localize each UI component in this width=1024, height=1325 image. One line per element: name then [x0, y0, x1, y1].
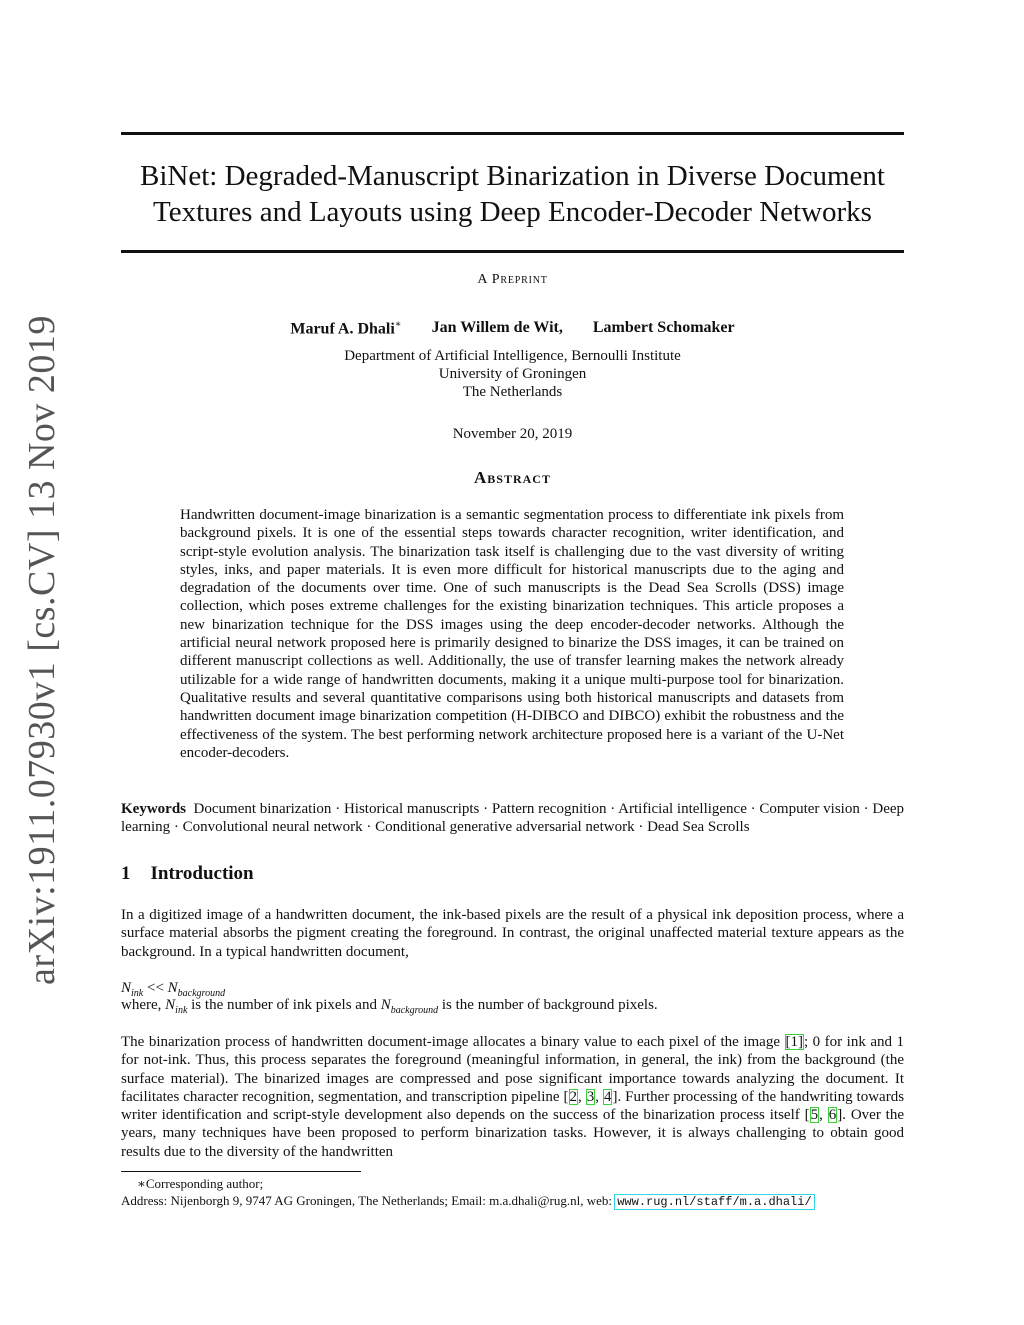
paper-title: [121, 158, 904, 230]
citation-link[interactable]: [1]: [785, 1034, 803, 1050]
footnote: [121, 1175, 921, 1211]
citation-link[interactable]: 4: [603, 1088, 612, 1105]
title-line-1: BiNet: Degraded-Manuscript Binarization in Diverse Document: [140, 160, 885, 192]
author-list: [121, 319, 904, 338]
footnote-corresponding-author: ∗Corresponding author;: [137, 1176, 264, 1191]
affiliation-country: The Netherlands: [462, 384, 563, 400]
keywords-block: [121, 800, 904, 837]
citation-link[interactable]: 2: [569, 1088, 578, 1105]
intro-paragraph-2: The binarization process of handwritten document-image allocates a binary value to each pixel of the image [1]; 0 for ink and 1 for not-ink. Thus, this process separates the foreground (meaningful information, in general, the ink) from the background (the surface material). The binarized images are compressed and pose significant importance towards analyzing the document. It facilitates character recognition, segmentation, and transcription pipeline [2, 3, 4]. Further processing of the handwriting towards writer identification and script-style development also depends on the success of the binarization process itself [5, 6]. Over the years, many techniques have been proposed to perform binarization tasks. However, it is always challenging to obtain good results due to the diversity of the handwritten: [121, 1034, 905, 1160]
author-2: Jan Willem de Wit,: [431, 319, 563, 336]
keywords-text: Document binarization · Historical manuscripts · Pattern recognition · Artificial intelligence · Computer vision · Deep learning · Convolutional neural network · Conditional generative adversarial network · Dead Sea Scrolls: [121, 801, 905, 836]
arxiv-identifier-stamp: arXiv:1911.07930v1 [cs.CV] 13 Nov 2019: [21, 315, 63, 985]
section-title: Introduction: [150, 863, 254, 884]
abstract-text: Handwritten document-image binarization is a semantic segmentation process to differentiate ink pixels from background pixels. It is one of the essential steps towards character recognition, writer identification, and script-style evolution analysis. The binarization task itself is challenging due to the vast diversity of writing styles, inks, and paper materials. It is even more difficult for historical manuscripts due to the aging and degradation of the documents over time. One of such manuscripts is the Dead Sea Scrolls (DSS) image collection, which poses extreme challenges for the existing binarization techniques. This article proposes a new binarization technique for the DSS images using the deep encoder-decoder networks. Although the artificial neural network proposed here is primarily designed to binarize the DSS images, it can be trained on different manuscript collections as well. Additionally, the use of transfer learning makes the network already utilizable for a wide range of handwritten documents, making it a unique multi-purpose tool for binarization. Qualitative results and several quantitative comparisons using both historical manuscripts and datasets from handwritten document image binarization competition (H-DIBCO and DIBCO) exhibit the robustness and the effectiveness of the system. The best performing network architecture proposed here is a variant of the U-Net encoder-decoders.: [180, 507, 844, 761]
author-1-footnote-mark[interactable]: ∗: [394, 319, 402, 330]
affiliation: [121, 347, 904, 401]
affiliation-university: University of Groningen: [438, 366, 587, 382]
abstract-heading: Abstract: [474, 468, 551, 487]
affiliation-department: Department of Artificial Intelligence, Bernoulli Institute: [344, 348, 681, 364]
section-heading-introduction: [121, 863, 254, 885]
author-web-link[interactable]: www.rug.nl/staff/m.a.dhali/: [617, 1195, 812, 1209]
inequality-equation: $N_{ink} << N_{background}$: [121, 980, 226, 999]
title-line-2: Textures and Layouts using Deep Encoder-Decoder Networks: [153, 196, 872, 228]
preprint-label: A Preprint: [477, 272, 548, 287]
citation-link[interactable]: 3: [586, 1088, 595, 1105]
author-1: Maruf A. Dhali∗: [290, 319, 402, 338]
paper-date: November 20, 2019: [452, 426, 573, 442]
citation-link[interactable]: 6: [828, 1107, 837, 1124]
equation-explanation: where, $N_{ink}$ is the number of ink pixels and $N_{background}$ is the number of background pixels.: [121, 997, 658, 1016]
title-bottom-rule: [121, 250, 904, 253]
section-number: 1: [121, 863, 131, 884]
title-top-rule: [121, 132, 904, 135]
author-3: Lambert Schomaker: [592, 319, 735, 336]
keywords-label: Keywords: [121, 801, 186, 817]
intro-paragraph-1: In a digitized image of a handwritten document, the ink-based pixels are the result of a physical ink deposition process, where a surface material absorbs the pigment creating the foreground. In contrast, the original unaffected material texture appears as the background. In a typical handwritten document,: [121, 907, 904, 960]
citation-link[interactable]: 5: [810, 1107, 819, 1124]
footnote-divider: [121, 1171, 361, 1172]
footnote-address: Address: Nijenborgh 9, 9747 AG Groningen, The Netherlands; Email: m.a.dhali@rug.nl, web: www.rug.nl/staff/m.a.dhali/: [121, 1193, 812, 1209]
